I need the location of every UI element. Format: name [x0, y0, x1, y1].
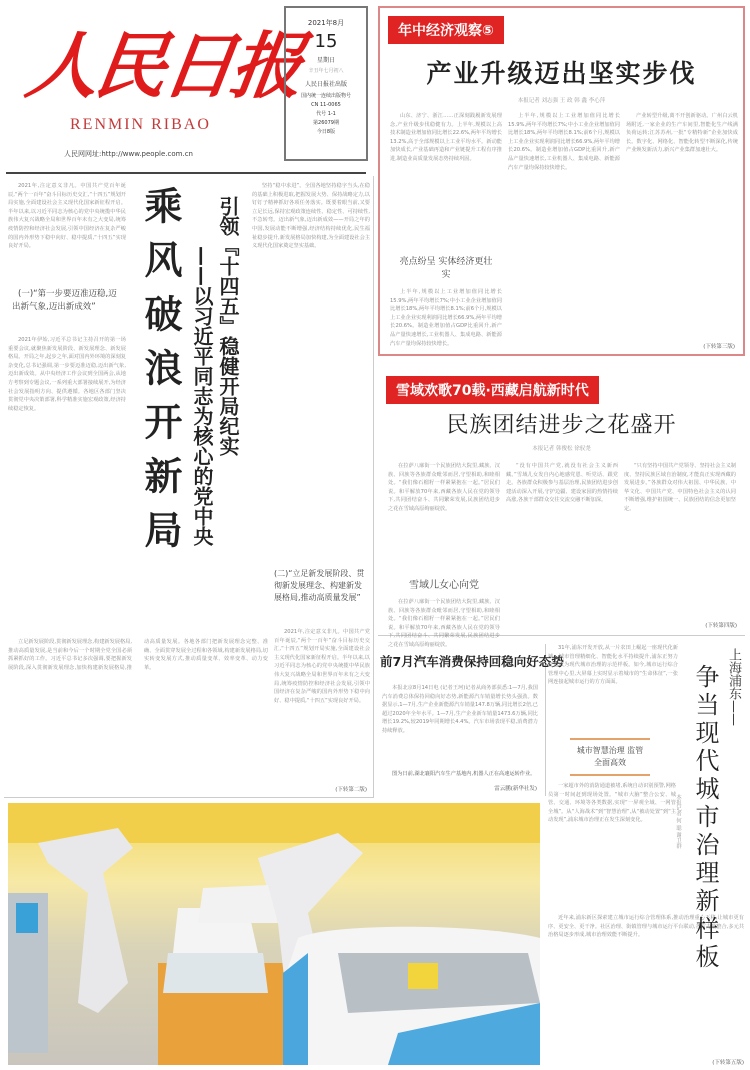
- date-year-month: 2021年8月: [307, 19, 345, 27]
- auto-article[interactable]: [378, 644, 564, 796]
- masthead-logo: 人民日报: [21, 23, 306, 108]
- economy-subheading: 亮点纷呈 实体经济更壮实: [399, 257, 493, 280]
- lead-para-2b: 立足新发展阶段,贯彻新发展理念,构建新发展格局,推动高质量发展,是当前和今后一个时期全党全国必须抓紧抓好的工作。习近平总书记多次强调,要把握新发展阶段,深入贯彻新发展理念,加快构建新发展格局,推动高质量发展。各地各部门把新发展理念完整、准确、全面贯穿发展全过程和各领域,构建新发展格局,切实转变发展方式,推动质量变革、效率变革、动力变革。: [8, 639, 268, 671]
- date-weekday: 星期日: [316, 57, 335, 64]
- pudong-kicker: 上海浦东——: [726, 648, 741, 726]
- economy-continue[interactable]: (下转第三版): [703, 344, 735, 350]
- economy-para-4: 产业转型升级,离不开创新驱动。广州白云机场附近,一家企业的生产车间里,智能化生产线满负荷运转;江苏苏州,一批“专精特新”企业加快成长。数字化、网络化、智能化转型不断深化,传统产业焕发新活力,新兴产业集群加速壮大。: [626, 113, 738, 154]
- tibet-continue[interactable]: (下转第四版): [705, 623, 737, 629]
- tibet-para-4: “只有坚持中国共产党领导、坚持社会主义制度、坚持民族区域自治制度,才能真正实现西藏的发展进步。”各族群众对伟大祖国、中华民族、中华文化、中国共产党、中国特色社会主义的认同不断增强,维护祖国统一、民族团结的信念更加坚定。: [624, 463, 736, 512]
- economy-title: 产业升级迈出坚实步伐: [426, 59, 697, 88]
- economy-article[interactable]: [378, 6, 745, 356]
- pudong-continue[interactable]: (下转第五版): [712, 1060, 744, 1066]
- masthead-url[interactable]: 人民网网址:http://www.people.com.cn: [64, 150, 193, 158]
- lead-article[interactable]: [4, 176, 374, 798]
- pudong-title: 争当现代城市治理新样板: [691, 664, 719, 972]
- lead-para-2: 2021年伊始,习近平总书记主持召开的第一场重要会议,就聚焦新发展阶段、新发展理念、新发展格局。开局之年,起步之年,面对国内外环境的深刻复杂变化,总书记强调,第一步要迈准迈稳,迈出新气象,迈出新成效。从中央经济工作会议到全国两会,从地方考察到专题会议,一系列重大部署接续展开,为经济社会发展指明方向、提供遵循。各地区各部门坚决贯彻党中央决策部署,科学精准实施宏观政策,经济持续稳定恢复。: [8, 337, 126, 412]
- issue-number: 第26079期: [313, 120, 339, 126]
- cn-number: CN 11-0065: [311, 102, 341, 108]
- lead-section-2-heading: (二)“立足新发展阶段、贯彻新发展理念、构建新发展格局,推动高质量发展”: [274, 569, 365, 602]
- masthead-pinyin: RENMIN RIBAO: [70, 116, 211, 133]
- tibet-title: 民族团结进步之花盛开: [446, 413, 677, 438]
- tibet-byline: 本报记者 韩俊松 徐驭尧: [532, 446, 591, 452]
- pudong-para-2: 一家超市外的消防通道被堵,系统自动识别预警,网格员第一时间赶到现场处置。“城市大脑”整合公安、城管、交通、环境等各类数据,实现“一屏观全域、一网管全城”。从“人海战术”到“智慧治理”,从“被动处置”到“主动发现”,浦东城市治理正在发生深刻变化。: [548, 783, 676, 824]
- page-count: 今日8版: [316, 129, 336, 135]
- date-day: 15: [314, 31, 338, 52]
- tibet-para-1: 在拉萨八廓街一个民族团结大院里,藏族、汉族、回族等各族群众毗邻而居,守望相助,和睦相处。“我们像石榴籽一样紧紧抱在一起。”居民们说。和平解放70年来,西藏各族人民在党的领导下,共同团结奋斗、共同繁荣发展,民族团结进步之花在雪域高原绚丽绽放。: [388, 463, 500, 512]
- factory-photo: [8, 803, 540, 1065]
- tibet-subheading: 雪域儿女心向党: [409, 580, 479, 591]
- lead-section-1-heading: (一)“第一步要迈准迈稳,迈出新气象,迈出新成效”: [12, 289, 117, 312]
- tibet-para-2: 在拉萨八廓街一个民族团结大院里,藏族、汉族、回族等各族群众毗邻而居,守望相助,和睦相处。“我们像石榴籽一样紧紧抱在一起。”居民们说。和平解放70年来,西藏各族人民在党的领导下,共同团结奋斗、共同繁荣发展,民族团结进步之花在雪域高原绚丽绽放。: [388, 599, 500, 648]
- economy-byline: 本报记者 刘志强 王 政 韩 鑫 李心萍: [517, 98, 606, 104]
- tibet-article[interactable]: [378, 364, 745, 648]
- pudong-para-1: 31年,浦东开发开放,从一片农田上崛起一座现代化新城。城市管理精细化、智能化水平持续提升,浦东正努力打造成为现代城市治理的示范样板。如今,城市运行综合管理中心里,大屏幕上实时显示着城市的“生命体征”,一张网连接起城市运行的方方面面。: [548, 645, 678, 686]
- code: 代号 1-1: [316, 111, 336, 117]
- pudong-byline: 本报记者 何 聪 谢卫群: [675, 794, 681, 849]
- photo-credit: 雷云鹏(新华社发): [494, 786, 537, 792]
- robot-assembly-line-image: [8, 803, 540, 1065]
- economy-para-3: 上半年,规模以上工业增加值同比增长15.9%,两年平均增长7%;中小工业企业增加值同比增长18%,两年平均增长8.1%;前6个月,规模以上工业企业实现利润同比增长66.9%,两年平均增长20.6%。制造业增加值占GDP比重回升,新产品产量快速增长,工业机器人、集成电路、新能源汽车产量均保持较快增长。: [508, 113, 620, 171]
- auto-title: 前7月汽车消费保持回稳向好态势: [380, 654, 564, 669]
- lead-para-4: 2021年,注定意义非凡。中国共产党百年诞辰,“两个一百年”奋斗目标历史交汇,“十四五”规划开局实施,全面建设社会主义现代化国家新征程开启。半年以来,以习近平同志为核心的党中央统揽中华民族伟大复兴战略全局和世界百年未有之大变局,统筹疫情防控和经济社会发展,引领中国经济在复杂严峻的国内外形势下稳中向好、稳中提质,“十四五”实现良好开局。: [274, 629, 370, 704]
- serial-label: 国内统一连续出版物号: [300, 93, 351, 99]
- economy-para-1: 山东、济宁、浙江……正深刻践履新发展理念,产业升级步伐稳健有力。上半年,规模以上高技术制造业增加值同比增长22.6%,两年平均增长13.2%,高于全部规模以上工业平均水平。新动能加快成长,产业基础再造和产业链提升工程有序推进,制造业高质量发展态势持续巩固。: [390, 113, 502, 162]
- masthead-divider: [6, 172, 366, 174]
- lead-continue[interactable]: (下转第二版): [335, 787, 367, 793]
- date-lunar: 辛丑年七月初八: [308, 68, 344, 74]
- auto-para: 本报北京8月14日电 (记者王珂)记者从商务部获悉:1—7月,我国汽车消费总体保持回稳向好态势,新能源汽车销量增长势头强劲。数据显示,1—7月,生产企业新能源汽车销量147.8万辆,同比增长2倍,已超过2020年全年水平。1—7月,生产企业新车销量1473.6万辆,同比增长19.2%,较2019年同期增长4.4%。汽车市场表现平稳,消费潜力持续释放。: [382, 685, 538, 734]
- lead-title: 乘风破浪开新局: [138, 186, 182, 564]
- lead-para-1: 2021年,注定意义非凡。中国共产党百年诞辰,“两个一百年”奋斗目标历史交汇,“十四五”规划开局实施,全面建设社会主义现代化国家新征程开启。半年以来,以习近平同志为核心的党中央统揽中华民族伟大复兴战略全局和世界百年未有之大变局,统筹疫情防控和经济社会发展,引领中国经济在复杂严峻的国内外形势下稳中向好、稳中提质,“十四五”实现良好开局。: [8, 183, 126, 250]
- lead-subtitle-2: ——以习近平同志为核心的党中央: [190, 246, 214, 546]
- pudong-para-3: 近年来,浦东新区探索建立城市运行综合管理体系,推动治理重心下移,让城市更有序、更安全、更干净。社区治理、街镇管理与城市运行平台联动,各方力量整合,多元共治格局逐步形成,城市治理效能不断提升。: [548, 915, 744, 939]
- publisher: 人民日报社出版: [304, 81, 347, 88]
- lead-para-3: 坚持“稳中求进”。全国各地坚持稳字当头,在稳的基础上积极进取,把握发展大势、保持战略定力,以钉钉子精神抓好各项任务落实。既要着眼当前,又要立足长远,保持宏观政策连续性、稳定性、可持续性,不急转弯。迈出新气象,迈出新成效——开局之年的中国,发展动能不断增强,经济结构持续优化,民生福祉稳步提升,新发展格局加快构建,为全面建设社会主义现代化国家奠定坚实基础。: [252, 183, 370, 250]
- pudong-subheading: 城市智慧治理 监管全面高效: [570, 738, 650, 776]
- lead-subtitle-1: 引领『十四五』稳健开局纪实: [216, 196, 240, 456]
- economy-para-2: 上半年,规模以上工业增加值同比增长15.9%,两年平均增长7%;中小工业企业增加值同比增长18%,两年平均增长8.1%;前6个月,规模以上工业企业实现利润同比增长66.9%,两年平均增长20.6%。制造业增加值占GDP比重回升,新产品产量快速增长,工业机器人、集成电路、新能源汽车产量均保持较快增长。: [390, 289, 502, 347]
- tibet-kicker: 雪域欢歌70载·西藏启航新时代: [386, 376, 599, 404]
- tibet-para-3: “没有中国共产党,就没有社会主义新西藏。”雪域儿女发自内心地感党恩、听党话、跟党走。各族群众积极参与基层治理,民族团结进步创建活动深入开展,守护边疆、建设家园的热情持续高涨,各族干部群众交往交流交融不断加深。: [506, 463, 618, 504]
- pudong-article[interactable]: [548, 644, 748, 1068]
- economy-kicker: 年中经济观察⑤: [388, 16, 504, 44]
- date-box: [284, 6, 368, 161]
- photo-caption: 图为日前,湖北襄阳汽车生产基地内,机器人正在高速运转作业。: [392, 771, 536, 777]
